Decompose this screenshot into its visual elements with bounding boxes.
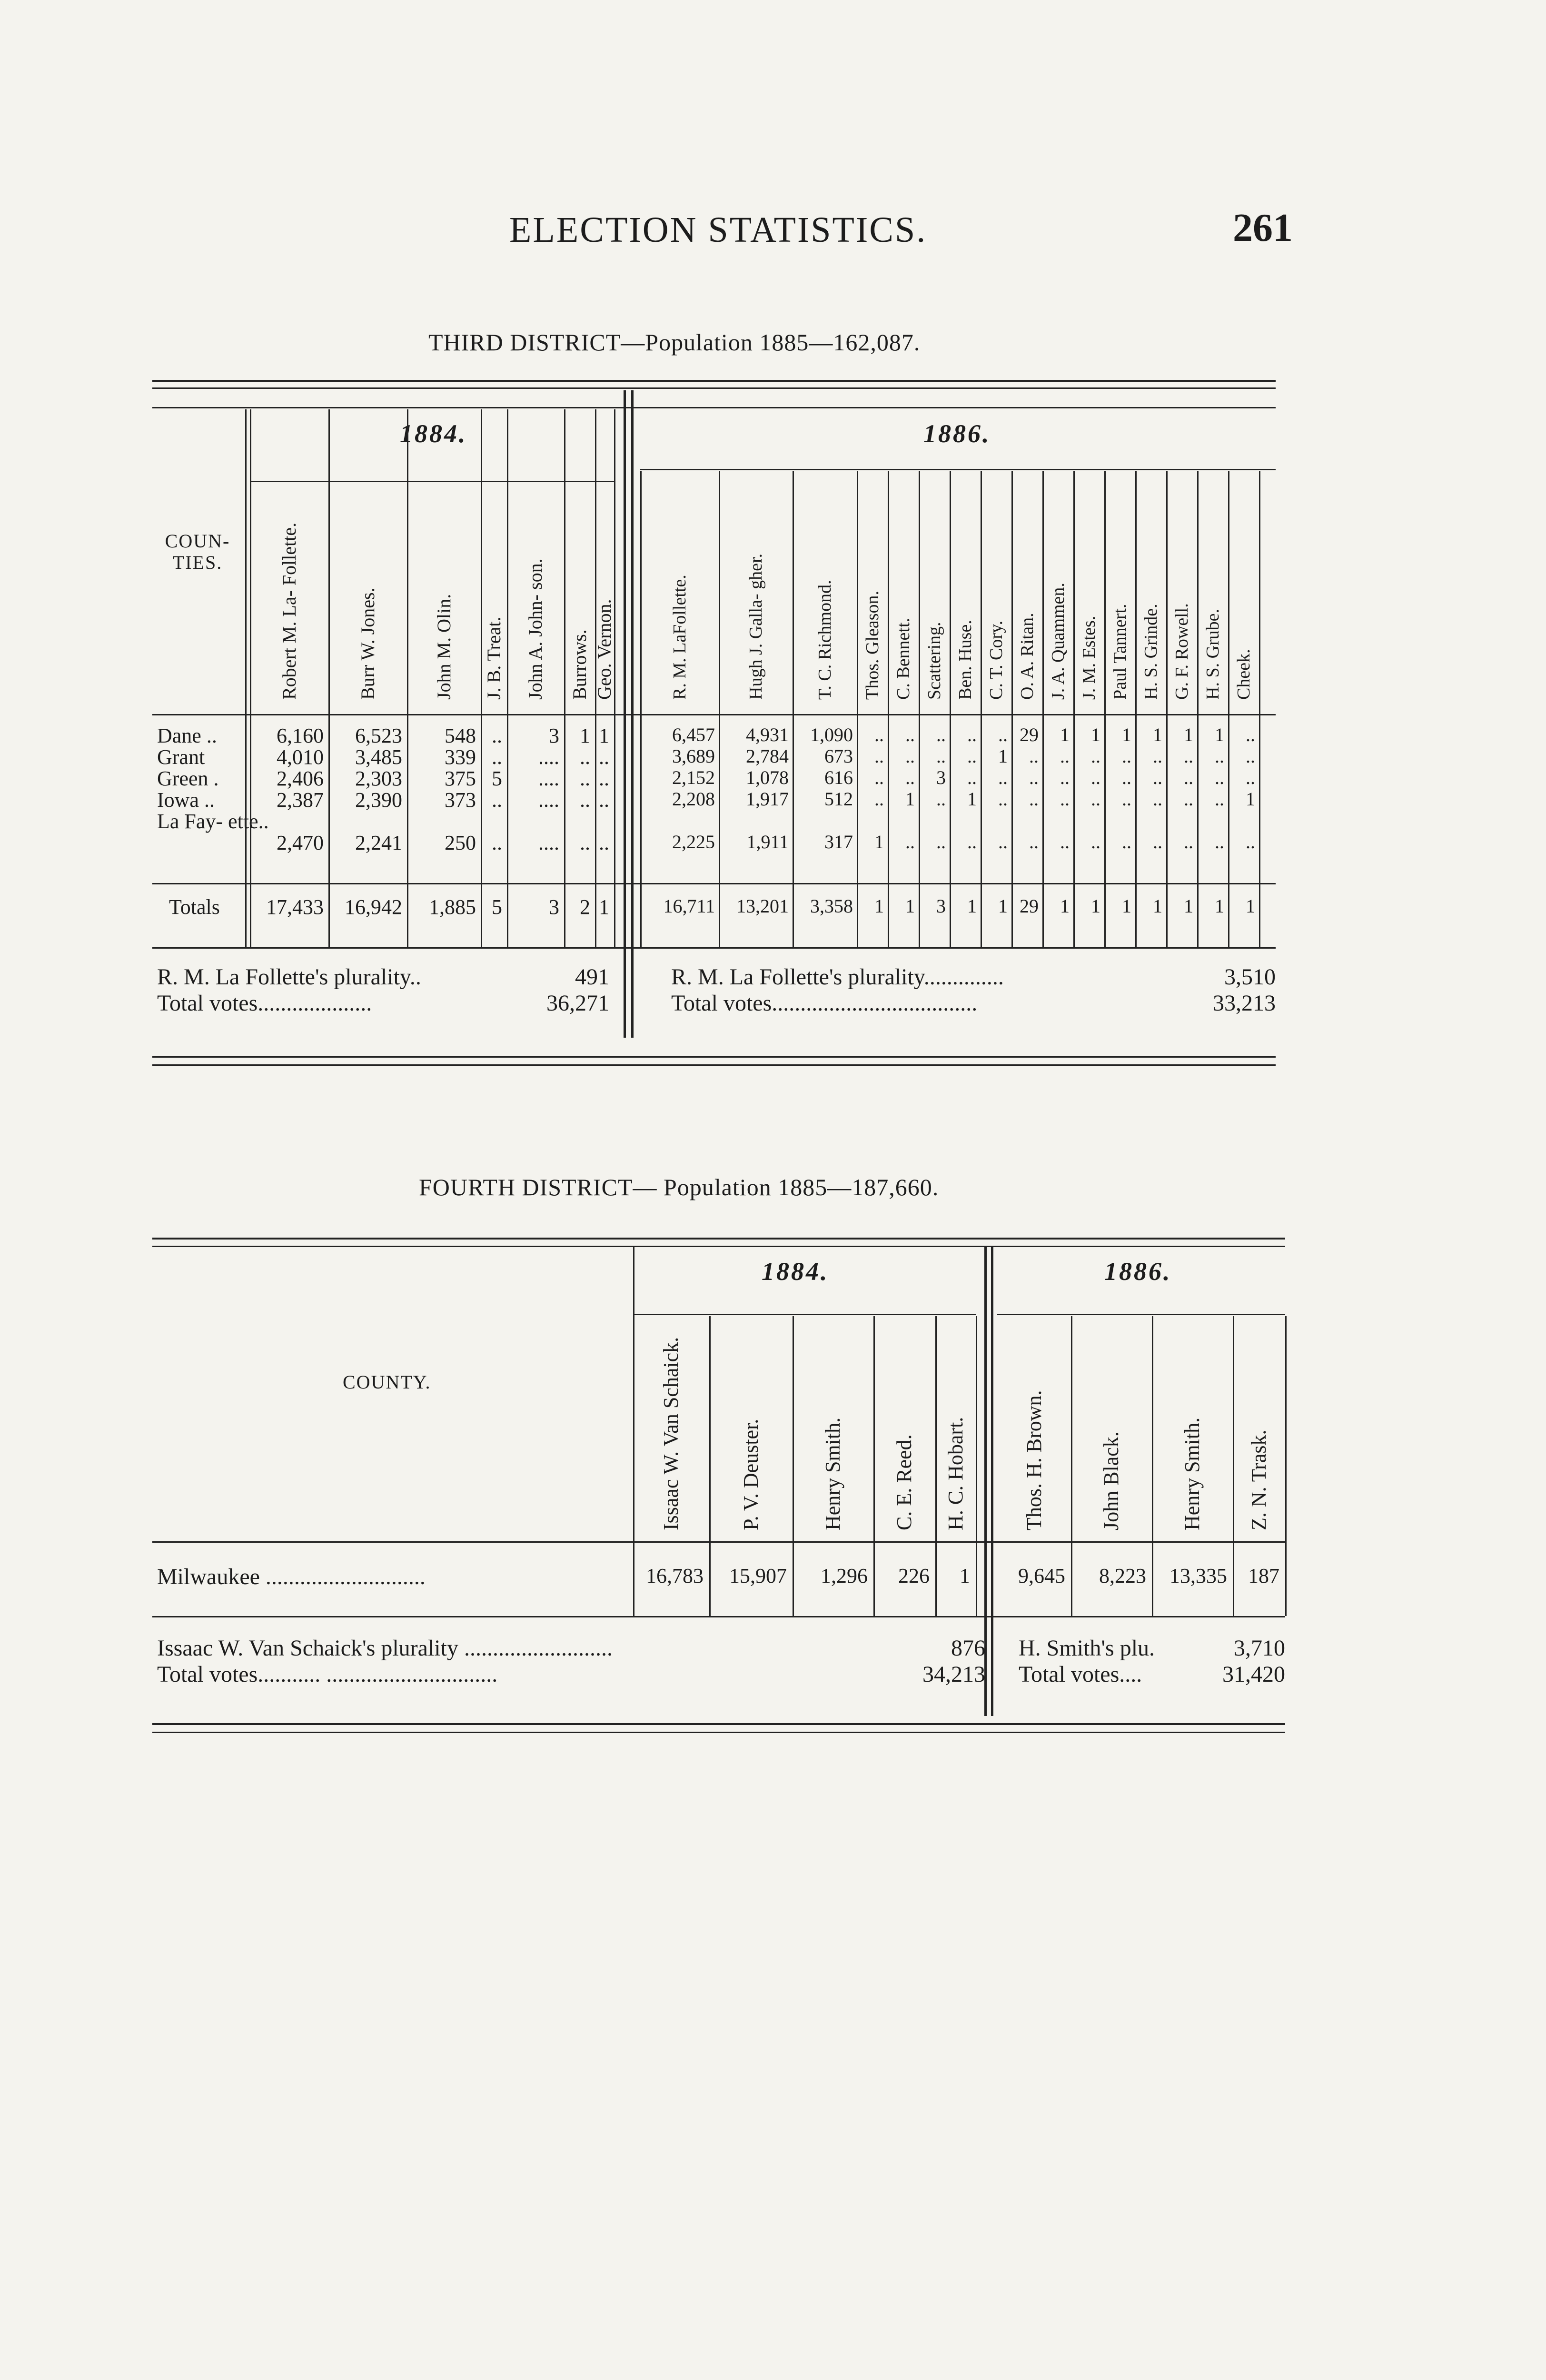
vote-cell: 250 bbox=[445, 831, 476, 854]
vote-cell: .. bbox=[1246, 831, 1255, 853]
vote-cell: 3 bbox=[936, 767, 946, 788]
vote-cell: .. bbox=[967, 767, 977, 788]
total-cell: 1 bbox=[967, 895, 977, 917]
vote-cell: .. bbox=[1246, 745, 1255, 767]
county-name: La Fay- ette.. bbox=[157, 810, 269, 833]
vote-cell: .. bbox=[1091, 745, 1100, 767]
vote-cell: .. bbox=[1153, 788, 1162, 810]
vote-cell: .. bbox=[580, 788, 590, 812]
rule bbox=[152, 1238, 1285, 1240]
vote-cell: .. bbox=[1091, 788, 1100, 810]
year-1884-heading: 1884. bbox=[400, 419, 467, 448]
rule bbox=[152, 387, 1276, 389]
fourth-1884-candidate-header: H. C. Hobart. bbox=[943, 1417, 967, 1530]
vote-cell: 375 bbox=[445, 767, 476, 790]
county-name: Iowa .. bbox=[157, 788, 215, 812]
vote-cell: 1 bbox=[1215, 724, 1224, 745]
vote-cell: 1,078 bbox=[746, 767, 789, 788]
column-rule bbox=[507, 409, 508, 947]
plurality-1886-label: R. M. La Follette's plurality.............. bbox=[671, 964, 1004, 990]
vote-cell: .. bbox=[936, 724, 946, 745]
rule bbox=[152, 1056, 1276, 1058]
vote-cell: .. bbox=[580, 767, 590, 790]
vote-cell: 2,208 bbox=[672, 788, 715, 810]
rule bbox=[152, 1064, 1276, 1066]
vote-cell: 1 bbox=[1091, 724, 1100, 745]
total-cell: 1 bbox=[1153, 895, 1162, 917]
vote-cell: 373 bbox=[445, 788, 476, 812]
rule bbox=[633, 1314, 976, 1315]
column-rule bbox=[888, 471, 889, 947]
column-rule bbox=[719, 471, 720, 947]
third-1884-candidate-header: John A. John- son. bbox=[525, 558, 546, 700]
vote-cell: 8,223 bbox=[1099, 1564, 1146, 1587]
vote-cell: .. bbox=[905, 745, 915, 767]
column-rule bbox=[1011, 471, 1013, 947]
vote-cell: .. bbox=[967, 745, 977, 767]
vote-cell: 2,470 bbox=[277, 831, 324, 854]
vote-cell: .. bbox=[1215, 831, 1224, 853]
column-rule bbox=[919, 471, 920, 947]
column-rule bbox=[1285, 1316, 1287, 1616]
total-cell: 3,358 bbox=[810, 895, 853, 917]
third-1886-candidate-header: C. T. Cory. bbox=[986, 620, 1006, 700]
vote-cell: .. bbox=[1122, 745, 1131, 767]
total-cell: 1 bbox=[1060, 895, 1070, 917]
vote-cell: .. bbox=[1246, 724, 1255, 745]
rule bbox=[997, 1314, 1285, 1315]
vote-cell: .. bbox=[874, 788, 884, 810]
vote-cell: 2,784 bbox=[746, 745, 789, 767]
vote-cell: .. bbox=[1184, 788, 1193, 810]
total-cell: 1 bbox=[599, 895, 609, 919]
vote-cell: .. bbox=[1153, 831, 1162, 853]
third-1886-candidate-header: T. C. Richmond. bbox=[814, 580, 835, 700]
plurality-1884-label: R. M. La Follette's plurality.. bbox=[157, 964, 421, 990]
total-cell: 16,942 bbox=[345, 895, 402, 919]
vote-cell: 4,010 bbox=[277, 745, 324, 769]
vote-cell: .. bbox=[1122, 767, 1131, 788]
total-votes-1884-label: Total votes........... .............................. bbox=[157, 1662, 498, 1687]
plurality-1886-label: H. Smith's plu. bbox=[1019, 1636, 1155, 1661]
total-cell: 1 bbox=[1122, 895, 1131, 917]
total-votes-1886-label: Total votes.................................... bbox=[671, 991, 978, 1016]
vote-cell: 339 bbox=[445, 745, 476, 769]
county-name: Green . bbox=[157, 767, 219, 790]
vote-cell: .. bbox=[599, 767, 609, 790]
running-header: ELECTION STATISTICS. bbox=[509, 210, 927, 250]
vote-cell: .. bbox=[905, 767, 915, 788]
vote-cell: 1 bbox=[1246, 788, 1255, 810]
total-votes-1884-value: 36,271 bbox=[546, 991, 609, 1016]
vote-cell: .. bbox=[1122, 831, 1131, 853]
column-rule bbox=[1228, 471, 1229, 947]
vote-cell: 512 bbox=[824, 788, 853, 810]
third-1884-candidate-header: Geo. Vernon. bbox=[594, 599, 615, 700]
third-1886-candidate-header: O. A. Ritan. bbox=[1017, 613, 1037, 700]
vote-cell: 2,303 bbox=[355, 767, 402, 790]
column-rule bbox=[1042, 471, 1044, 947]
third-1886-candidate-header: Hugh J. Galla- gher. bbox=[745, 553, 766, 700]
counties-header: COUN- TIES. bbox=[165, 530, 230, 573]
rule bbox=[152, 1541, 1285, 1543]
fourth-1886-candidate-header: Z. N. Trask. bbox=[1247, 1429, 1270, 1530]
vote-cell: 1 bbox=[1153, 724, 1162, 745]
year-1886-heading: 1886. bbox=[923, 419, 991, 448]
third-1886-candidate-header: H. S. Grinde. bbox=[1140, 604, 1161, 700]
vote-cell: 2,225 bbox=[672, 831, 715, 853]
vote-cell: 6,523 bbox=[355, 724, 402, 747]
third-1884-candidate-header: J. B. Treat. bbox=[483, 616, 505, 700]
column-rule bbox=[991, 1247, 993, 1716]
column-rule bbox=[1197, 471, 1199, 947]
vote-cell: .. bbox=[1029, 788, 1039, 810]
vote-cell: .. bbox=[1029, 767, 1039, 788]
total-cell: 1 bbox=[1184, 895, 1193, 917]
vote-cell: 1,296 bbox=[821, 1564, 868, 1587]
vote-cell: 29 bbox=[1020, 724, 1039, 745]
vote-cell: 13,335 bbox=[1169, 1564, 1227, 1587]
vote-cell: 1,911 bbox=[746, 831, 789, 853]
vote-cell: 15,907 bbox=[729, 1564, 787, 1587]
column-rule bbox=[250, 409, 251, 947]
rule bbox=[152, 947, 1276, 949]
column-rule bbox=[1166, 471, 1168, 947]
fourth-1886-candidate-header: Thos. H. Brown. bbox=[1022, 1390, 1046, 1530]
year-1886-heading: 1886. bbox=[1104, 1257, 1172, 1286]
rule bbox=[250, 481, 614, 482]
vote-cell: .. bbox=[1060, 745, 1070, 767]
column-rule bbox=[614, 409, 615, 947]
vote-cell: .. bbox=[998, 831, 1008, 853]
vote-cell: .. bbox=[1060, 767, 1070, 788]
third-1886-candidate-header: G. F. Rowell. bbox=[1171, 603, 1192, 700]
total-cell: 1 bbox=[905, 895, 915, 917]
vote-cell: .... bbox=[538, 831, 559, 854]
third-1886-candidate-header: C. Bennett. bbox=[893, 617, 913, 700]
plurality-1886-value: 3,710 bbox=[1234, 1636, 1285, 1661]
fourth-1884-candidate-header: P. V. Deuster. bbox=[739, 1418, 763, 1530]
total-votes-1886-value: 31,420 bbox=[1222, 1662, 1285, 1687]
vote-cell: 226 bbox=[898, 1564, 930, 1587]
column-rule bbox=[564, 409, 565, 947]
county-name: Grant bbox=[157, 745, 205, 769]
third-1886-candidate-header: R. M. LaFollette. bbox=[669, 575, 690, 700]
vote-cell: .. bbox=[492, 745, 502, 769]
third-1886-candidate-header: Cheek. bbox=[1233, 649, 1254, 700]
third-1884-candidate-header: Robert M. La- Follette. bbox=[278, 522, 300, 700]
vote-cell: .. bbox=[1153, 745, 1162, 767]
total-cell: 1 bbox=[1215, 895, 1224, 917]
vote-cell: 1 bbox=[580, 724, 590, 747]
year-1884-heading: 1884. bbox=[762, 1257, 829, 1286]
vote-cell: .. bbox=[492, 724, 502, 747]
vote-cell: .. bbox=[967, 724, 977, 745]
total-cell: 13,201 bbox=[736, 895, 789, 917]
total-cell: 2 bbox=[580, 895, 590, 919]
vote-cell: 548 bbox=[445, 724, 476, 747]
vote-cell: 1,090 bbox=[810, 724, 853, 745]
vote-cell: 4,931 bbox=[746, 724, 789, 745]
third-1886-candidate-header: Ben. Huse. bbox=[955, 620, 975, 700]
vote-cell: .. bbox=[905, 831, 915, 853]
vote-cell: 1 bbox=[1060, 724, 1070, 745]
column-rule bbox=[981, 471, 982, 947]
total-cell: 1 bbox=[998, 895, 1008, 917]
third-1886-candidate-header: H. S. Grube. bbox=[1202, 608, 1223, 700]
county-name: Dane .. bbox=[157, 724, 217, 747]
column-rule bbox=[407, 409, 408, 947]
vote-cell: .... bbox=[538, 788, 559, 812]
rule bbox=[152, 407, 1276, 408]
vote-cell: .. bbox=[998, 724, 1008, 745]
fourth-1884-candidate-header: Issaac W. Van Schaick. bbox=[659, 1337, 683, 1530]
plurality-1884-label: Issaac W. Van Schaick's plurality .......................... bbox=[157, 1636, 613, 1661]
vote-cell: .. bbox=[1091, 767, 1100, 788]
column-rule bbox=[950, 471, 951, 947]
third-1884-candidate-header: Burrows. bbox=[568, 629, 590, 700]
vote-cell: .. bbox=[967, 831, 977, 853]
third-district-title: THIRD DISTRICT—Population 1885—162,087. bbox=[428, 329, 921, 356]
county-name: Milwaukee ............................ bbox=[157, 1564, 426, 1589]
vote-cell: .. bbox=[599, 788, 609, 812]
total-cell: 17,433 bbox=[266, 895, 324, 919]
vote-cell: .. bbox=[492, 831, 502, 854]
total-cell: 3 bbox=[936, 895, 946, 917]
vote-cell: .. bbox=[1184, 767, 1193, 788]
vote-cell: 673 bbox=[824, 745, 853, 767]
vote-cell: .. bbox=[874, 724, 884, 745]
vote-cell: 1,917 bbox=[746, 788, 789, 810]
vote-cell: .... bbox=[538, 767, 559, 790]
vote-cell: .. bbox=[1060, 788, 1070, 810]
total-votes-1886-value: 33,213 bbox=[1213, 991, 1276, 1016]
rule bbox=[640, 469, 1276, 470]
vote-cell: .. bbox=[905, 724, 915, 745]
vote-cell: 5 bbox=[492, 767, 502, 790]
vote-cell: .. bbox=[1184, 745, 1193, 767]
rule bbox=[152, 714, 1276, 715]
column-rule bbox=[481, 409, 482, 947]
vote-cell: 6,457 bbox=[672, 724, 715, 745]
third-1886-candidate-header: J. A. Quammen. bbox=[1048, 583, 1068, 700]
vote-cell: 6,160 bbox=[277, 724, 324, 747]
total-cell: 16,711 bbox=[663, 895, 715, 917]
totals-label: Totals bbox=[169, 895, 220, 919]
column-rule bbox=[1135, 471, 1137, 947]
rule bbox=[152, 1723, 1285, 1725]
vote-cell: .. bbox=[936, 831, 946, 853]
total-votes-1884-label: Total votes.................... bbox=[157, 991, 372, 1016]
vote-cell: 3,485 bbox=[355, 745, 402, 769]
vote-cell: 1 bbox=[905, 788, 915, 810]
third-1884-candidate-header: Burr W. Jones. bbox=[357, 587, 378, 700]
rule bbox=[152, 380, 1276, 382]
column-rule bbox=[1259, 471, 1260, 947]
column-rule bbox=[857, 471, 858, 947]
vote-cell: 2,241 bbox=[355, 831, 402, 854]
plurality-1884-value: 876 bbox=[951, 1636, 985, 1661]
vote-cell: .. bbox=[1215, 767, 1224, 788]
column-rule bbox=[595, 409, 596, 947]
column-rule bbox=[328, 409, 330, 947]
vote-cell: .. bbox=[936, 745, 946, 767]
total-cell: 5 bbox=[492, 895, 502, 919]
column-rule bbox=[633, 1247, 634, 1616]
column-rule bbox=[793, 471, 794, 947]
third-1886-candidate-header: J. M. Estes. bbox=[1079, 615, 1099, 700]
total-cell: 1 bbox=[1246, 895, 1255, 917]
fourth-1884-candidate-header: C. E. Reed. bbox=[892, 1434, 916, 1530]
vote-cell: 9,645 bbox=[1018, 1564, 1065, 1587]
total-cell: 1 bbox=[1091, 895, 1100, 917]
total-cell: 29 bbox=[1020, 895, 1039, 917]
vote-cell: .. bbox=[1122, 788, 1131, 810]
vote-cell: .... bbox=[538, 745, 559, 769]
vote-cell: .. bbox=[1091, 831, 1100, 853]
rule bbox=[152, 1246, 1285, 1247]
column-rule bbox=[1073, 471, 1075, 947]
vote-cell: .. bbox=[580, 745, 590, 769]
fourth-1886-candidate-header: Henry Smith. bbox=[1180, 1417, 1204, 1530]
total-votes-1884-value: 34,213 bbox=[922, 1662, 985, 1687]
third-1884-candidate-header: John M. Olin. bbox=[433, 594, 455, 700]
vote-cell: .. bbox=[874, 745, 884, 767]
vote-cell: .. bbox=[1215, 745, 1224, 767]
vote-cell: 187 bbox=[1248, 1564, 1279, 1587]
total-cell: 1 bbox=[874, 895, 884, 917]
vote-cell: 2,406 bbox=[277, 767, 324, 790]
vote-cell: .. bbox=[599, 745, 609, 769]
vote-cell: 1 bbox=[967, 788, 977, 810]
fourth-1884-candidate-header: Henry Smith. bbox=[821, 1417, 844, 1530]
vote-cell: .. bbox=[874, 767, 884, 788]
plurality-1884-value: 491 bbox=[575, 964, 609, 990]
vote-cell: .. bbox=[998, 788, 1008, 810]
vote-cell: 616 bbox=[824, 767, 853, 788]
total-cell: 3 bbox=[549, 895, 559, 919]
third-1886-candidate-header: Paul Tannert. bbox=[1110, 604, 1130, 700]
vote-cell: 317 bbox=[824, 831, 853, 853]
vote-cell: 1 bbox=[960, 1564, 970, 1587]
vote-cell: 3 bbox=[549, 724, 559, 747]
vote-cell: 1 bbox=[1122, 724, 1131, 745]
vote-cell: 1 bbox=[874, 831, 884, 853]
fourth-district-title: FOURTH DISTRICT— Population 1885—187,660. bbox=[419, 1174, 939, 1200]
vote-cell: .. bbox=[998, 767, 1008, 788]
vote-cell: .. bbox=[1215, 788, 1224, 810]
column-rule bbox=[1104, 471, 1106, 947]
total-cell: 1,885 bbox=[429, 895, 476, 919]
fourth-1886-candidate-header: John Black. bbox=[1100, 1431, 1123, 1530]
vote-cell: 16,783 bbox=[646, 1564, 704, 1587]
vote-cell: 1 bbox=[998, 745, 1008, 767]
vote-cell: .. bbox=[1246, 767, 1255, 788]
third-1886-candidate-header: Scattering. bbox=[924, 622, 944, 700]
column-rule bbox=[640, 471, 642, 947]
vote-cell: 1 bbox=[599, 724, 609, 747]
vote-cell: 2,390 bbox=[355, 788, 402, 812]
plurality-1886-value: 3,510 bbox=[1224, 964, 1276, 990]
vote-cell: 2,152 bbox=[672, 767, 715, 788]
vote-cell: 3,689 bbox=[672, 745, 715, 767]
total-votes-1886-label: Total votes.... bbox=[1019, 1662, 1142, 1687]
column-rule bbox=[976, 1316, 977, 1616]
vote-cell: 1 bbox=[1184, 724, 1193, 745]
vote-cell: .. bbox=[1060, 831, 1070, 853]
vote-cell: .. bbox=[1029, 745, 1039, 767]
page-number: 261 bbox=[1233, 206, 1293, 250]
vote-cell: .. bbox=[492, 788, 502, 812]
third-1886-candidate-header: Thos. Gleason. bbox=[862, 590, 882, 700]
rule bbox=[152, 1732, 1285, 1733]
vote-cell: .. bbox=[599, 831, 609, 854]
rule bbox=[152, 883, 1276, 884]
vote-cell: .. bbox=[1184, 831, 1193, 853]
vote-cell: .. bbox=[936, 788, 946, 810]
vote-cell: .. bbox=[1029, 831, 1039, 853]
column-rule bbox=[245, 409, 247, 947]
vote-cell: .. bbox=[580, 831, 590, 854]
rule bbox=[152, 1616, 1285, 1617]
county-header: COUNTY. bbox=[343, 1371, 431, 1393]
vote-cell: 2,387 bbox=[277, 788, 324, 812]
vote-cell: .. bbox=[1153, 767, 1162, 788]
